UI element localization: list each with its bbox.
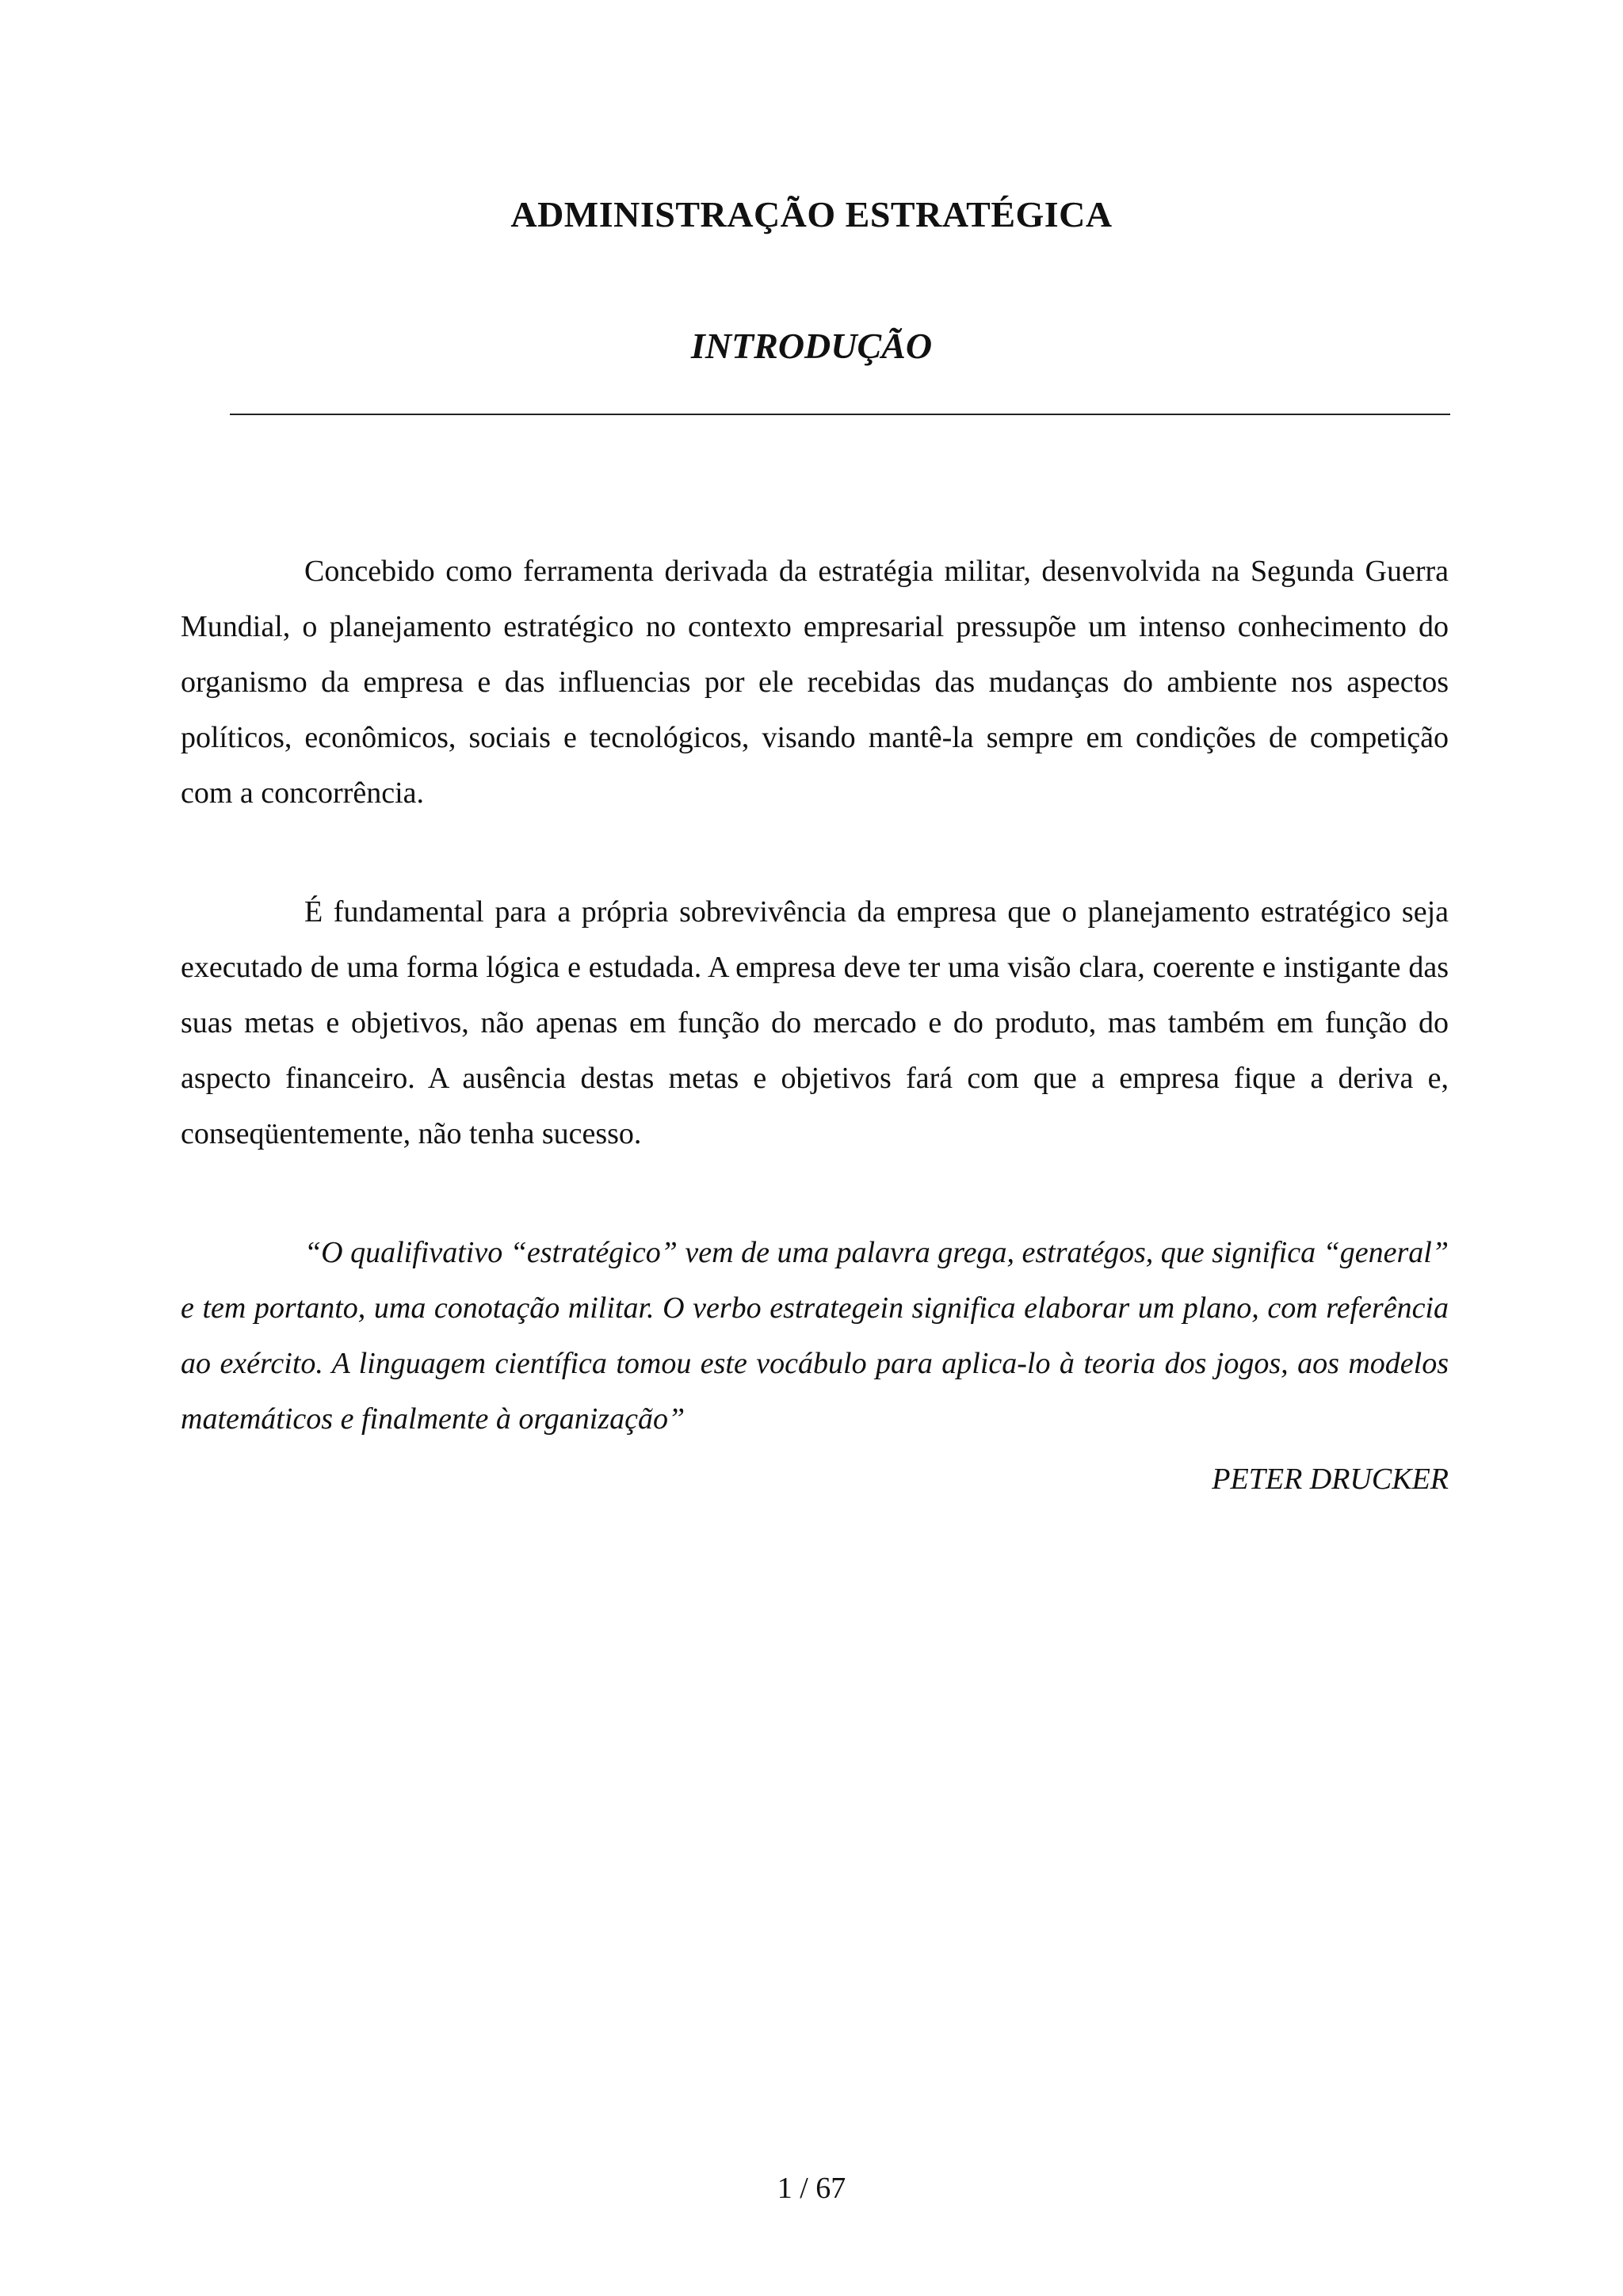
section-title: INTRODUÇÃO [690,326,933,366]
section-divider [230,414,1450,415]
quote-author: PETER DRUCKER [1212,1463,1449,1496]
quote-text: “O qualifivativo “estratégico” vem de uma palavra grega, estratégos, que significa “general” e tem portanto, uma conotação militar. O verbo estrategein significa elaborar um plano, com referência ao exército. A linguagem científica tomou este vocábulo para aplica-lo à teoria dos jogos, aos modelos matemáticos e finalmente à organização” [181,1236,1449,1436]
page-number: 1 / 67 [777,2172,846,2205]
page-title: ADMINISTRAÇÃO ESTRATÉGICA [510,194,1113,235]
paragraph-1: Concebido como ferramenta derivada da estratégia militar, desenvolvida na Segunda Guerra Mundial, o planejamento estratégico no contexto empresarial pressupõe um intenso conhecimento do organismo da empresa e das influencias por ele recebidas das mudanças do ambiente nos aspectos políticos, econômicos, sociais e tecnológicos, visando mantê-la sempre em condições de competição com a concorrência. [181,555,1449,810]
paragraph-2: É fundamental para a própria sobrevivência da empresa que o planejamento estratégico seja executado de uma forma lógica e estudada. A empresa deve ter uma visão clara, coerente e instigante das suas metas e objetivos, não apenas em função do mercado e do produto, mas também em função do aspecto financeiro. A ausência destas metas e objetivos fará com que a empresa fique a deriva e, conseqüentemente, não tenha sucesso. [181,895,1449,1150]
